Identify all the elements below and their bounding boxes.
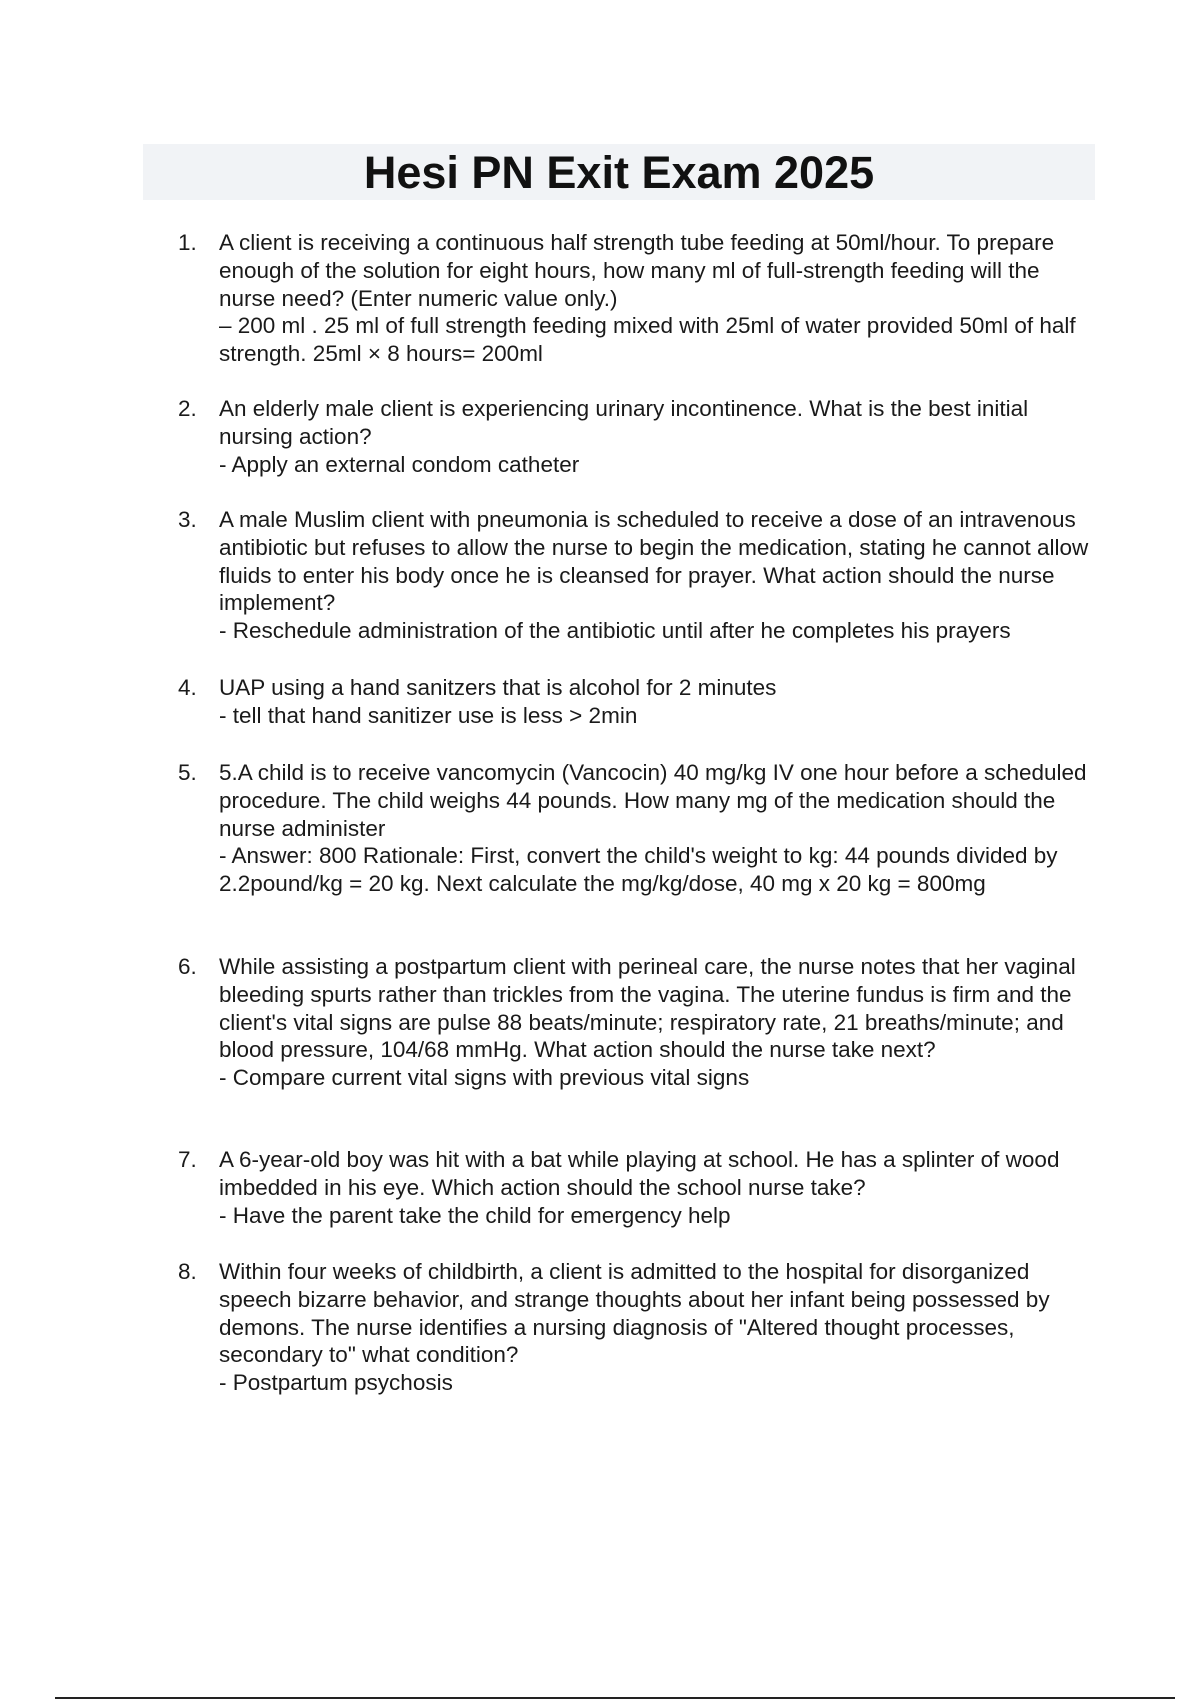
- question-number: 3.: [178, 507, 197, 532]
- question-answer: - tell that hand sanitizer use is less > 2min: [219, 702, 638, 728]
- question-text: A client is receiving a continuous half strength tube feeding at 50ml/hour. To prepare enough of the solution for eight hours, how many ml of full-strength feeding will the nurse need? (Enter numeric value only.): [219, 230, 1055, 311]
- question-answer: - Apply an external condom catheter: [219, 451, 580, 477]
- question-body: [219, 953, 1099, 1092]
- question-number: 6.: [178, 954, 197, 979]
- question-text: A 6-year-old boy was hit with a bat while playing at school. He has a splinter of wood imbedded in his eye. Which action should the school nurse take?: [219, 1147, 1060, 1200]
- question-body: [219, 674, 1099, 730]
- question-body: [219, 395, 1099, 478]
- question-body: [219, 1258, 1099, 1397]
- question-body: [219, 506, 1099, 645]
- question-number: 1.: [178, 230, 197, 255]
- question-text: An elderly male client is experiencing urinary incontinence. What is the best initial nursing action?: [219, 396, 1029, 449]
- question-body: [219, 229, 1099, 368]
- question-number: 2.: [178, 396, 197, 421]
- question-answer: - Have the parent take the child for emergency help: [219, 1202, 731, 1228]
- question-text: Within four weeks of childbirth, a client is admitted to the hospital for disorganized speech bizarre behavior, and strange thoughts about her infant being possessed by demons. The nurse identifies a nursing diagnosis of "Altered thought processes, secondary to" what condition?: [219, 1259, 1050, 1368]
- question-number: 4.: [178, 675, 197, 700]
- question-answer: – 200 ml . 25 ml of full strength feeding mixed with 25ml of water provided 50ml of half strength. 25ml × 8 hours= 200ml: [219, 313, 1076, 367]
- question-text: 5.A child is to receive vancomycin (Vancocin) 40 mg/kg IV one hour before a scheduled procedure. The child weighs 44 pounds. How many mg of the medication should the nurse administer: [219, 760, 1087, 841]
- question-number: 7.: [178, 1147, 197, 1172]
- question-number: 8.: [178, 1259, 197, 1284]
- question-answer: - Postpartum psychosis: [219, 1370, 453, 1396]
- document-title: Hesi PN Exit Exam 2025: [363, 147, 875, 198]
- bottom-divider: [55, 1697, 1175, 1699]
- question-text: A male Muslim client with pneumonia is scheduled to receive a dose of an intravenous antibiotic but refuses to allow the nurse to begin the medication, stating he cannot allow fluids to enter his body once he is cleansed for prayer. What action should the nurse implement?: [219, 507, 1089, 616]
- question-number: 5.: [178, 760, 197, 785]
- question-answer: - Compare current vital signs with previous vital signs: [219, 1065, 750, 1091]
- question-answer: - Reschedule administration of the antibiotic until after he completes his prayers: [219, 618, 1011, 644]
- question-answer: - Answer: 800 Rationale: First, convert the child's weight to kg: 44 pounds divided by 2.2pound/kg = 20 kg. Next calculate the mg/kg/dose, 40 mg x 20 kg = 800mg: [219, 843, 1058, 897]
- question-text: While assisting a postpartum client with perineal care, the nurse notes that her vaginal bleeding spurts rather than trickles from the vagina. The uterine fundus is firm and the client's vital signs are pulse 88 beats/minute; respiratory rate, 21 breaths/minute; and blood pressure, 104/68 mmHg. What action should the nurse take next?: [219, 954, 1076, 1063]
- question-text: UAP using a hand sanitzers that is alcohol for 2 minutes: [219, 675, 777, 700]
- question-body: [219, 759, 1099, 898]
- question-body: [219, 1146, 1099, 1229]
